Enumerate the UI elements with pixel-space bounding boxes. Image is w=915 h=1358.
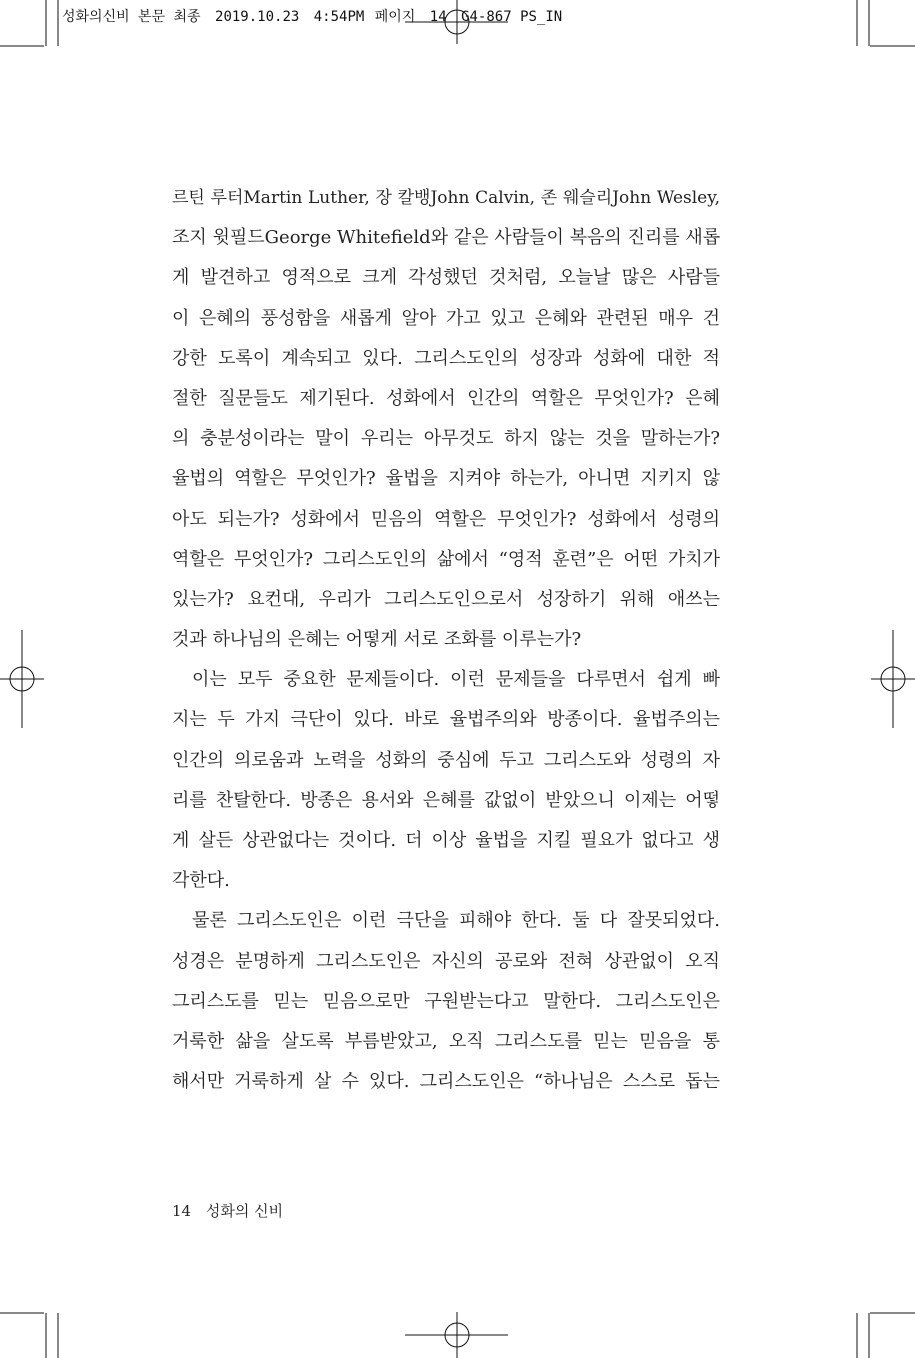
text-line: 게 발견하고 영적으로 크게 각성했던 것처럼, 오늘날 많은 사람들: [172, 267, 720, 289]
paragraph: [172, 660, 720, 901]
paragraph: [172, 901, 720, 1102]
text-line: 거룩한 삶을 살도록 부름받았고, 오직 그리스도를 믿는 믿음을 통: [172, 1030, 720, 1052]
text-line: 조지 윗필드George Whitefield와 같은 사람들이 복음의 진리를 새롭: [172, 227, 721, 249]
text-line: 역할은 무엇인가? 그리스도인의 삶에서 “영적 훈련”은 어떤 가치가: [172, 548, 720, 570]
text-line: 물론 그리스도인은 이런 극단을 피해야 한다. 둘 다 잘못되었다.: [192, 910, 720, 932]
running-title: 성화의 신비: [205, 1202, 284, 1220]
text-line: 그리스도를 믿는 믿음으로만 구원받는다고 말한다. 그리스도인은: [172, 990, 720, 1012]
text-line: 성경은 분명하게 그리스도인은 자신의 공로와 전혀 상관없이 오직: [172, 950, 720, 972]
text-line: 절한 질문들도 제기된다. 성화에서 인간의 역할은 무엇인가? 은혜: [172, 387, 720, 409]
page-footer: [172, 1200, 283, 1221]
body-text: [172, 178, 720, 1102]
text-line: 각한다.: [172, 870, 230, 892]
text-line: 해서만 거룩하게 살 수 있다. 그리스도인은 “하나님은 스스로 돕는: [172, 1071, 720, 1093]
text-line: 리를 찬탈한다. 방종은 용서와 은혜를 값없이 받았으니 이제는 어떻: [172, 789, 720, 811]
slug-date: 2019.10.23: [215, 9, 300, 25]
text-line: 것과 하나님의 은혜는 어떻게 서로 조화를 이루는가?: [172, 629, 582, 651]
text-line: 게 살든 상관없다는 것이다. 더 이상 율법을 지킬 필요가 없다고 생: [172, 830, 720, 851]
slug-time: 4:54PM: [313, 9, 365, 25]
text-line: 있는가? 요컨대, 우리가 그리스도인으로서 성장하기 위해 애쓰는: [172, 588, 720, 610]
slug-page-number: 14: [429, 9, 447, 25]
text-line: 강한 도록이 계속되고 있다. 그리스도인의 성장과 성화에 대한 적: [172, 347, 720, 369]
print-slug-header: [62, 6, 662, 28]
text-line: 이 은혜의 풍성함을 새롭게 알아 가고 있고 은혜와 관련된 매우 건: [172, 307, 720, 329]
text-line: 아도 되는가? 성화에서 믿음의 역할은 무엇인가? 성화에서 성령의: [172, 508, 720, 530]
slug-page-label: 페이지: [374, 9, 416, 25]
text-line: 이는 모두 중요한 문제들이다. 이런 문제들을 다루면서 쉽게 빠: [192, 669, 720, 691]
text-line: 율법의 역할은 무엇인가? 율법을 지켜야 하는가, 아니면 지키지 않: [172, 468, 720, 490]
text-line: 의 충분성이라는 말이 우리는 아무것도 하지 않는 것을 말하는가?: [172, 428, 720, 450]
text-line: 인간의 의로움과 노력을 성화의 중심에 두고 그리스도와 성령의 자: [172, 749, 720, 771]
text-line: 르틴 루터Martin Luther, 장 칼뱅John Calvin, 존 웨슬리John Wesley,: [172, 188, 720, 208]
text-line: 지는 두 가지 극단이 있다. 바로 율법주의와 방종이다. 율법주의는: [172, 709, 720, 731]
slug-title: 성화의신비 본문 최종: [62, 9, 201, 25]
slug-job-code: G4-867 PS_IN: [461, 9, 563, 25]
paragraph: [172, 178, 720, 660]
page-number: 14: [172, 1202, 192, 1220]
